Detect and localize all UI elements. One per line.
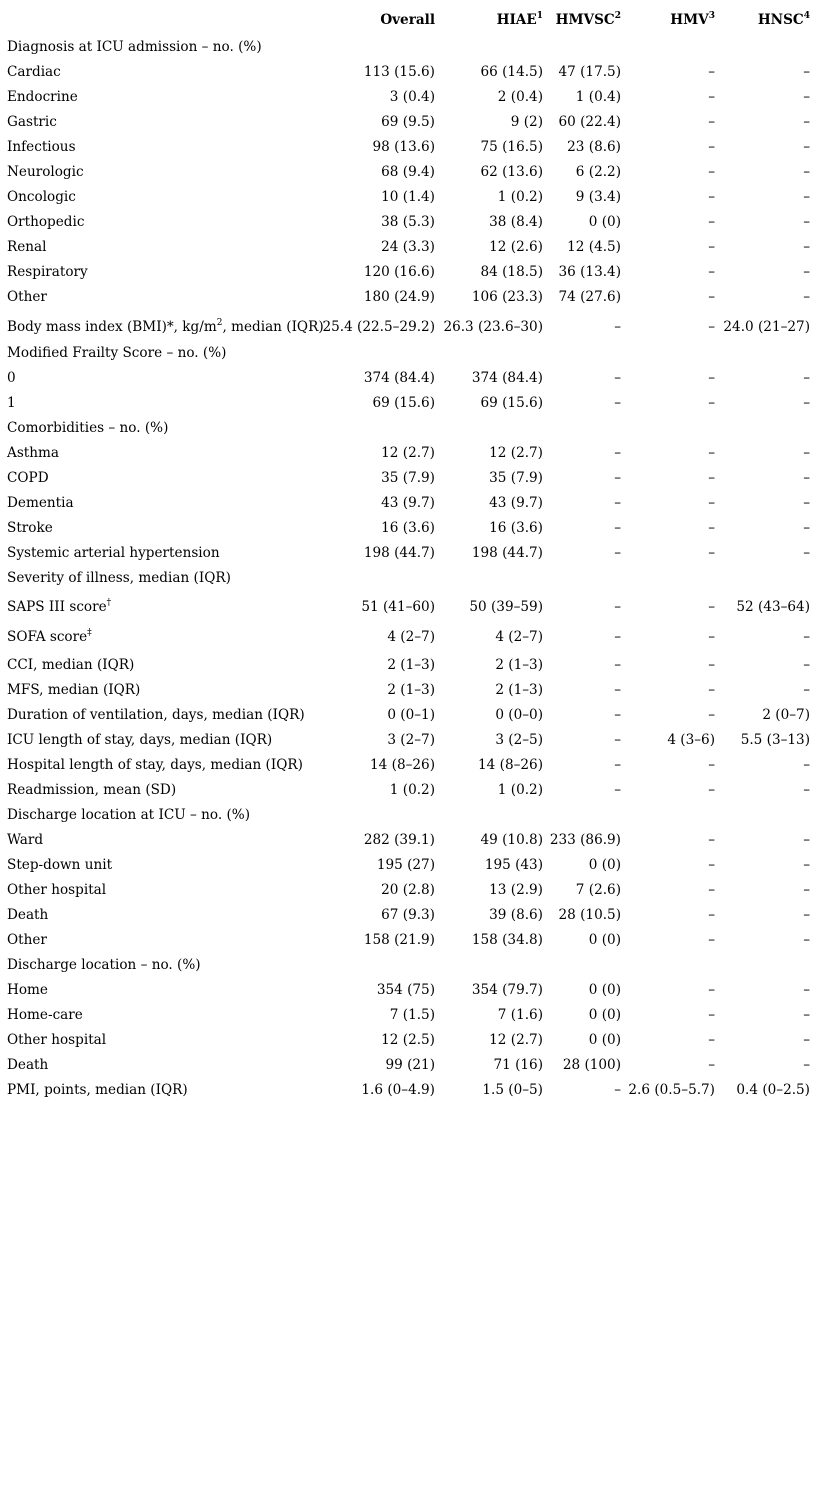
table-cell: 25.4 (22.5–29.2): [322, 319, 435, 335]
table-cell: 1 (0.4): [575, 89, 621, 105]
row-label: Hospital length of stay, days, median (IQR): [7, 757, 303, 773]
row-label: SOFA score‡: [7, 628, 92, 645]
table-cell: 62 (13.6): [480, 164, 543, 180]
table-cell: 4 (3–6): [667, 732, 715, 748]
table-cell: –: [803, 264, 810, 280]
table-cell: –: [803, 214, 810, 230]
table-cell: –: [708, 757, 715, 773]
table-cell: 71 (16): [493, 1057, 543, 1073]
table-row: [0, 110, 818, 135]
row-label: Diagnosis at ICU admission – no. (%): [7, 39, 262, 55]
table-cell: –: [708, 319, 715, 335]
table-cell: –: [708, 264, 715, 280]
header-hmvsc: HMVSC$^2$: [555, 11, 621, 28]
table-cell: 1.6 (0–4.9): [361, 1082, 435, 1098]
table-row: [0, 315, 818, 340]
table-cell: –: [803, 139, 810, 155]
row-label: Other hospital: [7, 882, 107, 898]
row-label: Dementia: [7, 495, 74, 511]
header-overall: Overall: [380, 12, 435, 28]
table-cell: –: [614, 757, 621, 773]
table-cell: –: [708, 1057, 715, 1073]
table-cell: –: [708, 370, 715, 386]
table-cell: 2 (1–3): [387, 657, 435, 673]
row-label: Discharge location at ICU – no. (%): [7, 807, 251, 823]
table-cell: –: [708, 832, 715, 848]
row-label: Neurologic: [7, 164, 84, 180]
table-cell: 7 (1.6): [497, 1007, 543, 1023]
table-cell: 195 (27): [376, 857, 435, 873]
table-cell: –: [708, 657, 715, 673]
table-cell: –: [614, 782, 621, 798]
table-cell: –: [803, 114, 810, 130]
table-row: [0, 210, 818, 235]
table-row: [0, 928, 818, 953]
table-row: [0, 235, 818, 260]
table-row: [0, 516, 818, 541]
table-cell: –: [614, 495, 621, 511]
table-cell: 0 (0): [588, 214, 621, 230]
table-cell: 180 (24.9): [363, 289, 435, 305]
table-cell: 2 (1–3): [495, 682, 543, 698]
table-row: [0, 416, 818, 441]
table-cell: –: [708, 907, 715, 923]
table-cell: –: [708, 1032, 715, 1048]
table-cell: 3 (2–5): [495, 732, 543, 748]
table-cell: 0 (0): [588, 932, 621, 948]
table-cell: 36 (13.4): [558, 264, 621, 280]
table-cell: –: [803, 445, 810, 461]
row-label: Other hospital: [7, 1032, 107, 1048]
table-cell: –: [708, 189, 715, 205]
table-cell: 5.5 (3–13): [740, 732, 810, 748]
table-row: [0, 441, 818, 466]
table-cell: 69 (9.5): [381, 114, 435, 130]
table-cell: 69 (15.6): [480, 395, 543, 411]
table-cell: –: [614, 682, 621, 698]
table-cell: 2 (0.4): [497, 89, 543, 105]
table-cell: –: [803, 189, 810, 205]
table-cell: –: [708, 470, 715, 486]
table-cell: 6 (2.2): [575, 164, 621, 180]
table-cell: –: [803, 832, 810, 848]
table-cell: 84 (18.5): [480, 264, 543, 280]
table-row: [0, 85, 818, 110]
table-cell: 16 (3.6): [381, 520, 435, 536]
table-row: [0, 1078, 818, 1103]
table-cell: 13 (2.9): [489, 882, 543, 898]
table-cell: –: [803, 520, 810, 536]
row-label: Oncologic: [7, 189, 76, 205]
table-cell: –: [614, 395, 621, 411]
table-cell: –: [614, 370, 621, 386]
row-label: 1: [7, 395, 16, 411]
table-cell: 1.5 (0–5): [482, 1082, 543, 1098]
table-cell: –: [708, 520, 715, 536]
table-cell: –: [708, 89, 715, 105]
table-cell: 282 (39.1): [363, 832, 435, 848]
table-cell: 374 (84.4): [363, 370, 435, 386]
table-cell: –: [614, 545, 621, 561]
row-label: Duration of ventilation, days, median (IQR): [7, 707, 305, 723]
table-row: [0, 978, 818, 1003]
row-label: Other: [7, 932, 47, 948]
table-cell: –: [614, 1082, 621, 1098]
table-cell: –: [614, 599, 621, 615]
table-cell: 38 (8.4): [489, 214, 543, 230]
table-cell: 4 (2–7): [495, 629, 543, 645]
table-cell: 68 (9.4): [381, 164, 435, 180]
table-cell: –: [708, 214, 715, 230]
table-cell: –: [614, 445, 621, 461]
row-label: Renal: [7, 239, 47, 255]
table-row: [0, 341, 818, 366]
table-cell: 2.6 (0.5–5.7): [628, 1082, 715, 1098]
table-cell: –: [803, 545, 810, 561]
table-cell: 51 (41–60): [361, 599, 435, 615]
table-row: [0, 1003, 818, 1028]
table-cell: 43 (9.7): [489, 495, 543, 511]
table-cell: –: [614, 707, 621, 723]
row-label: 0: [7, 370, 16, 386]
table-row: [0, 703, 818, 728]
table-cell: 52 (43–64): [736, 599, 810, 615]
row-label: Cardiac: [7, 64, 61, 80]
table-cell: 158 (21.9): [363, 932, 435, 948]
row-label: Readmission, mean (SD): [7, 782, 177, 798]
row-label: PMI, points, median (IQR): [7, 1082, 188, 1098]
table-cell: –: [708, 599, 715, 615]
table-cell: 0 (0): [588, 1007, 621, 1023]
table-cell: 198 (44.7): [471, 545, 543, 561]
table-cell: –: [803, 1007, 810, 1023]
table-cell: 47 (17.5): [558, 64, 621, 80]
table-row: [0, 828, 818, 853]
table-row: [0, 595, 818, 620]
row-label: Gastric: [7, 114, 57, 130]
table-cell: 0 (0–0): [495, 707, 543, 723]
table-cell: –: [803, 782, 810, 798]
row-label: COPD: [7, 470, 49, 486]
header-hmv: HMV$^3$: [670, 11, 715, 28]
table-row: [0, 625, 818, 650]
row-label: ICU length of stay, days, median (IQR): [7, 732, 273, 748]
table-cell: –: [708, 139, 715, 155]
table-row: [0, 566, 818, 591]
row-label: Other: [7, 289, 47, 305]
table-cell: 233 (86.9): [549, 832, 621, 848]
table-cell: 14 (8–26): [478, 757, 543, 773]
table-cell: 7 (1.5): [389, 1007, 435, 1023]
table-row: [0, 35, 818, 60]
table-cell: –: [708, 982, 715, 998]
table-cell: 60 (22.4): [558, 114, 621, 130]
table-row: [0, 753, 818, 778]
table-row: [0, 285, 818, 310]
table-cell: –: [708, 782, 715, 798]
row-label: Home: [7, 982, 48, 998]
table-row: [0, 60, 818, 85]
table-cell: –: [708, 707, 715, 723]
table-cell: –: [708, 682, 715, 698]
table-cell: 67 (9.3): [381, 907, 435, 923]
table-cell: –: [803, 495, 810, 511]
table-row: [0, 260, 818, 285]
table-cell: 16 (3.6): [489, 520, 543, 536]
table-cell: –: [708, 164, 715, 180]
table-cell: 24 (3.3): [381, 239, 435, 255]
row-label: Endocrine: [7, 89, 78, 105]
table-cell: 0 (0–1): [387, 707, 435, 723]
table-cell: –: [614, 732, 621, 748]
table-cell: 0 (0): [588, 857, 621, 873]
row-label: MFS, median (IQR): [7, 682, 141, 698]
table-cell: –: [803, 657, 810, 673]
table-cell: –: [803, 1032, 810, 1048]
table-cell: 3 (2–7): [387, 732, 435, 748]
table-cell: 66 (14.5): [480, 64, 543, 80]
table-cell: 9 (3.4): [575, 189, 621, 205]
table-cell: –: [708, 882, 715, 898]
table-cell: –: [803, 982, 810, 998]
table-cell: 24.0 (21–27): [723, 319, 810, 335]
table-cell: 7 (2.6): [575, 882, 621, 898]
table-row: [0, 366, 818, 391]
table-row: [0, 678, 818, 703]
table-cell: –: [803, 164, 810, 180]
table-cell: –: [803, 932, 810, 948]
table-cell: 2 (1–3): [495, 657, 543, 673]
table-cell: –: [614, 470, 621, 486]
table-cell: –: [708, 289, 715, 305]
table-row: [0, 853, 818, 878]
row-label: Discharge location – no. (%): [7, 957, 201, 973]
table-cell: –: [708, 114, 715, 130]
table-cell: –: [803, 1057, 810, 1073]
row-label: Modified Frailty Score – no. (%): [7, 345, 227, 361]
table-cell: –: [708, 445, 715, 461]
table-row: [0, 1028, 818, 1053]
header-hiae: HIAE$^1$: [496, 11, 543, 28]
table-cell: 120 (16.6): [363, 264, 435, 280]
table-cell: 98 (13.6): [372, 139, 435, 155]
table-cell: –: [803, 395, 810, 411]
table-cell: 12 (4.5): [567, 239, 621, 255]
table-header-row: [0, 8, 818, 33]
table-cell: 198 (44.7): [363, 545, 435, 561]
table-cell: 74 (27.6): [558, 289, 621, 305]
table-cell: –: [708, 545, 715, 561]
table-cell: 10 (1.4): [381, 189, 435, 205]
table-cell: 4 (2–7): [387, 629, 435, 645]
table-row: [0, 160, 818, 185]
table-cell: –: [803, 757, 810, 773]
table-cell: –: [614, 520, 621, 536]
table-row: [0, 803, 818, 828]
table-cell: 26.3 (23.6–30): [443, 319, 543, 335]
row-label: Orthopedic: [7, 214, 85, 230]
table-cell: 49 (10.8): [480, 832, 543, 848]
table-row: [0, 1053, 818, 1078]
table-cell: 23 (8.6): [567, 139, 621, 155]
table-cell: –: [708, 64, 715, 80]
table-cell: –: [803, 239, 810, 255]
table-cell: 9 (2): [510, 114, 543, 130]
table-cell: –: [708, 857, 715, 873]
table-cell: 75 (16.5): [480, 139, 543, 155]
row-label: Respiratory: [7, 264, 88, 280]
table-cell: –: [803, 882, 810, 898]
table-cell: 38 (5.3): [381, 214, 435, 230]
row-label: Asthma: [7, 445, 60, 461]
table-cell: –: [708, 239, 715, 255]
row-label: Death: [7, 907, 49, 923]
table-cell: –: [803, 64, 810, 80]
table-cell: 43 (9.7): [381, 495, 435, 511]
table-cell: 1 (0.2): [497, 782, 543, 798]
row-label: Body mass index (BMI)*, $kg/m^2$, median (IQR): [7, 318, 324, 335]
table-cell: 0 (0): [588, 982, 621, 998]
table-row: [0, 491, 818, 516]
table-cell: 2 (0–7): [762, 707, 810, 723]
table-cell: –: [708, 932, 715, 948]
table-cell: 20 (2.8): [381, 882, 435, 898]
table-row: [0, 135, 818, 160]
table-cell: 12 (2.6): [489, 239, 543, 255]
table-cell: 14 (8–26): [370, 757, 435, 773]
table-cell: 106 (23.3): [471, 289, 543, 305]
row-label: Ward: [7, 832, 44, 848]
table-cell: 195 (43): [484, 857, 543, 873]
table-cell: 35 (7.9): [489, 470, 543, 486]
row-label: SAPS III score†: [7, 598, 112, 615]
table-cell: –: [803, 289, 810, 305]
table-cell: –: [614, 319, 621, 335]
table-cell: –: [803, 857, 810, 873]
row-label: Home-care: [7, 1007, 83, 1023]
row-label: Comorbidities – no. (%): [7, 420, 169, 436]
table-cell: –: [708, 495, 715, 511]
table-cell: –: [803, 629, 810, 645]
table-row: [0, 903, 818, 928]
table-cell: 354 (75): [376, 982, 435, 998]
table-cell: 158 (34.8): [471, 932, 543, 948]
table-cell: 3 (0.4): [389, 89, 435, 105]
table-row: [0, 878, 818, 903]
table-row: [0, 466, 818, 491]
table-cell: –: [708, 629, 715, 645]
table-cell: –: [803, 470, 810, 486]
table-cell: 35 (7.9): [381, 470, 435, 486]
table-cell: –: [708, 395, 715, 411]
table-row: [0, 541, 818, 566]
table-cell: 1 (0.2): [497, 189, 543, 205]
table-row: [0, 953, 818, 978]
table-cell: 2 (1–3): [387, 682, 435, 698]
row-label: Severity of illness, median (IQR): [7, 570, 231, 586]
table-row: [0, 778, 818, 803]
table-cell: 69 (15.6): [372, 395, 435, 411]
table-row: [0, 728, 818, 753]
row-label: Infectious: [7, 139, 76, 155]
table-cell: –: [803, 907, 810, 923]
row-label: Stroke: [7, 520, 53, 536]
table-cell: –: [803, 682, 810, 698]
table-cell: 0 (0): [588, 1032, 621, 1048]
table-cell: 12 (2.7): [381, 445, 435, 461]
table-cell: –: [803, 89, 810, 105]
table-cell: 354 (79.7): [471, 982, 543, 998]
row-label: Systemic arterial hypertension: [7, 545, 220, 561]
table-cell: 28 (10.5): [558, 907, 621, 923]
table-cell: –: [614, 657, 621, 673]
table-row: [0, 391, 818, 416]
table-cell: 28 (100): [562, 1057, 621, 1073]
table-cell: 99 (21): [385, 1057, 435, 1073]
row-label: CCI, median (IQR): [7, 657, 135, 673]
table-cell: –: [614, 629, 621, 645]
row-label: Step-down unit: [7, 857, 113, 873]
table-cell: 12 (2.7): [489, 1032, 543, 1048]
table-cell: 374 (84.4): [471, 370, 543, 386]
table-cell: 39 (8.6): [489, 907, 543, 923]
table-cell: 50 (39–59): [469, 599, 543, 615]
header-hnsc: HNSC$^4$: [757, 11, 810, 28]
table-cell: 113 (15.6): [363, 64, 435, 80]
table-cell: 0.4 (0–2.5): [736, 1082, 810, 1098]
table-row: [0, 185, 818, 210]
table-cell: 1 (0.2): [389, 782, 435, 798]
table-row: [0, 653, 818, 678]
table-cell: –: [803, 370, 810, 386]
row-label: Death: [7, 1057, 49, 1073]
table-cell: 12 (2.7): [489, 445, 543, 461]
table-cell: –: [708, 1007, 715, 1023]
table-cell: 12 (2.5): [381, 1032, 435, 1048]
